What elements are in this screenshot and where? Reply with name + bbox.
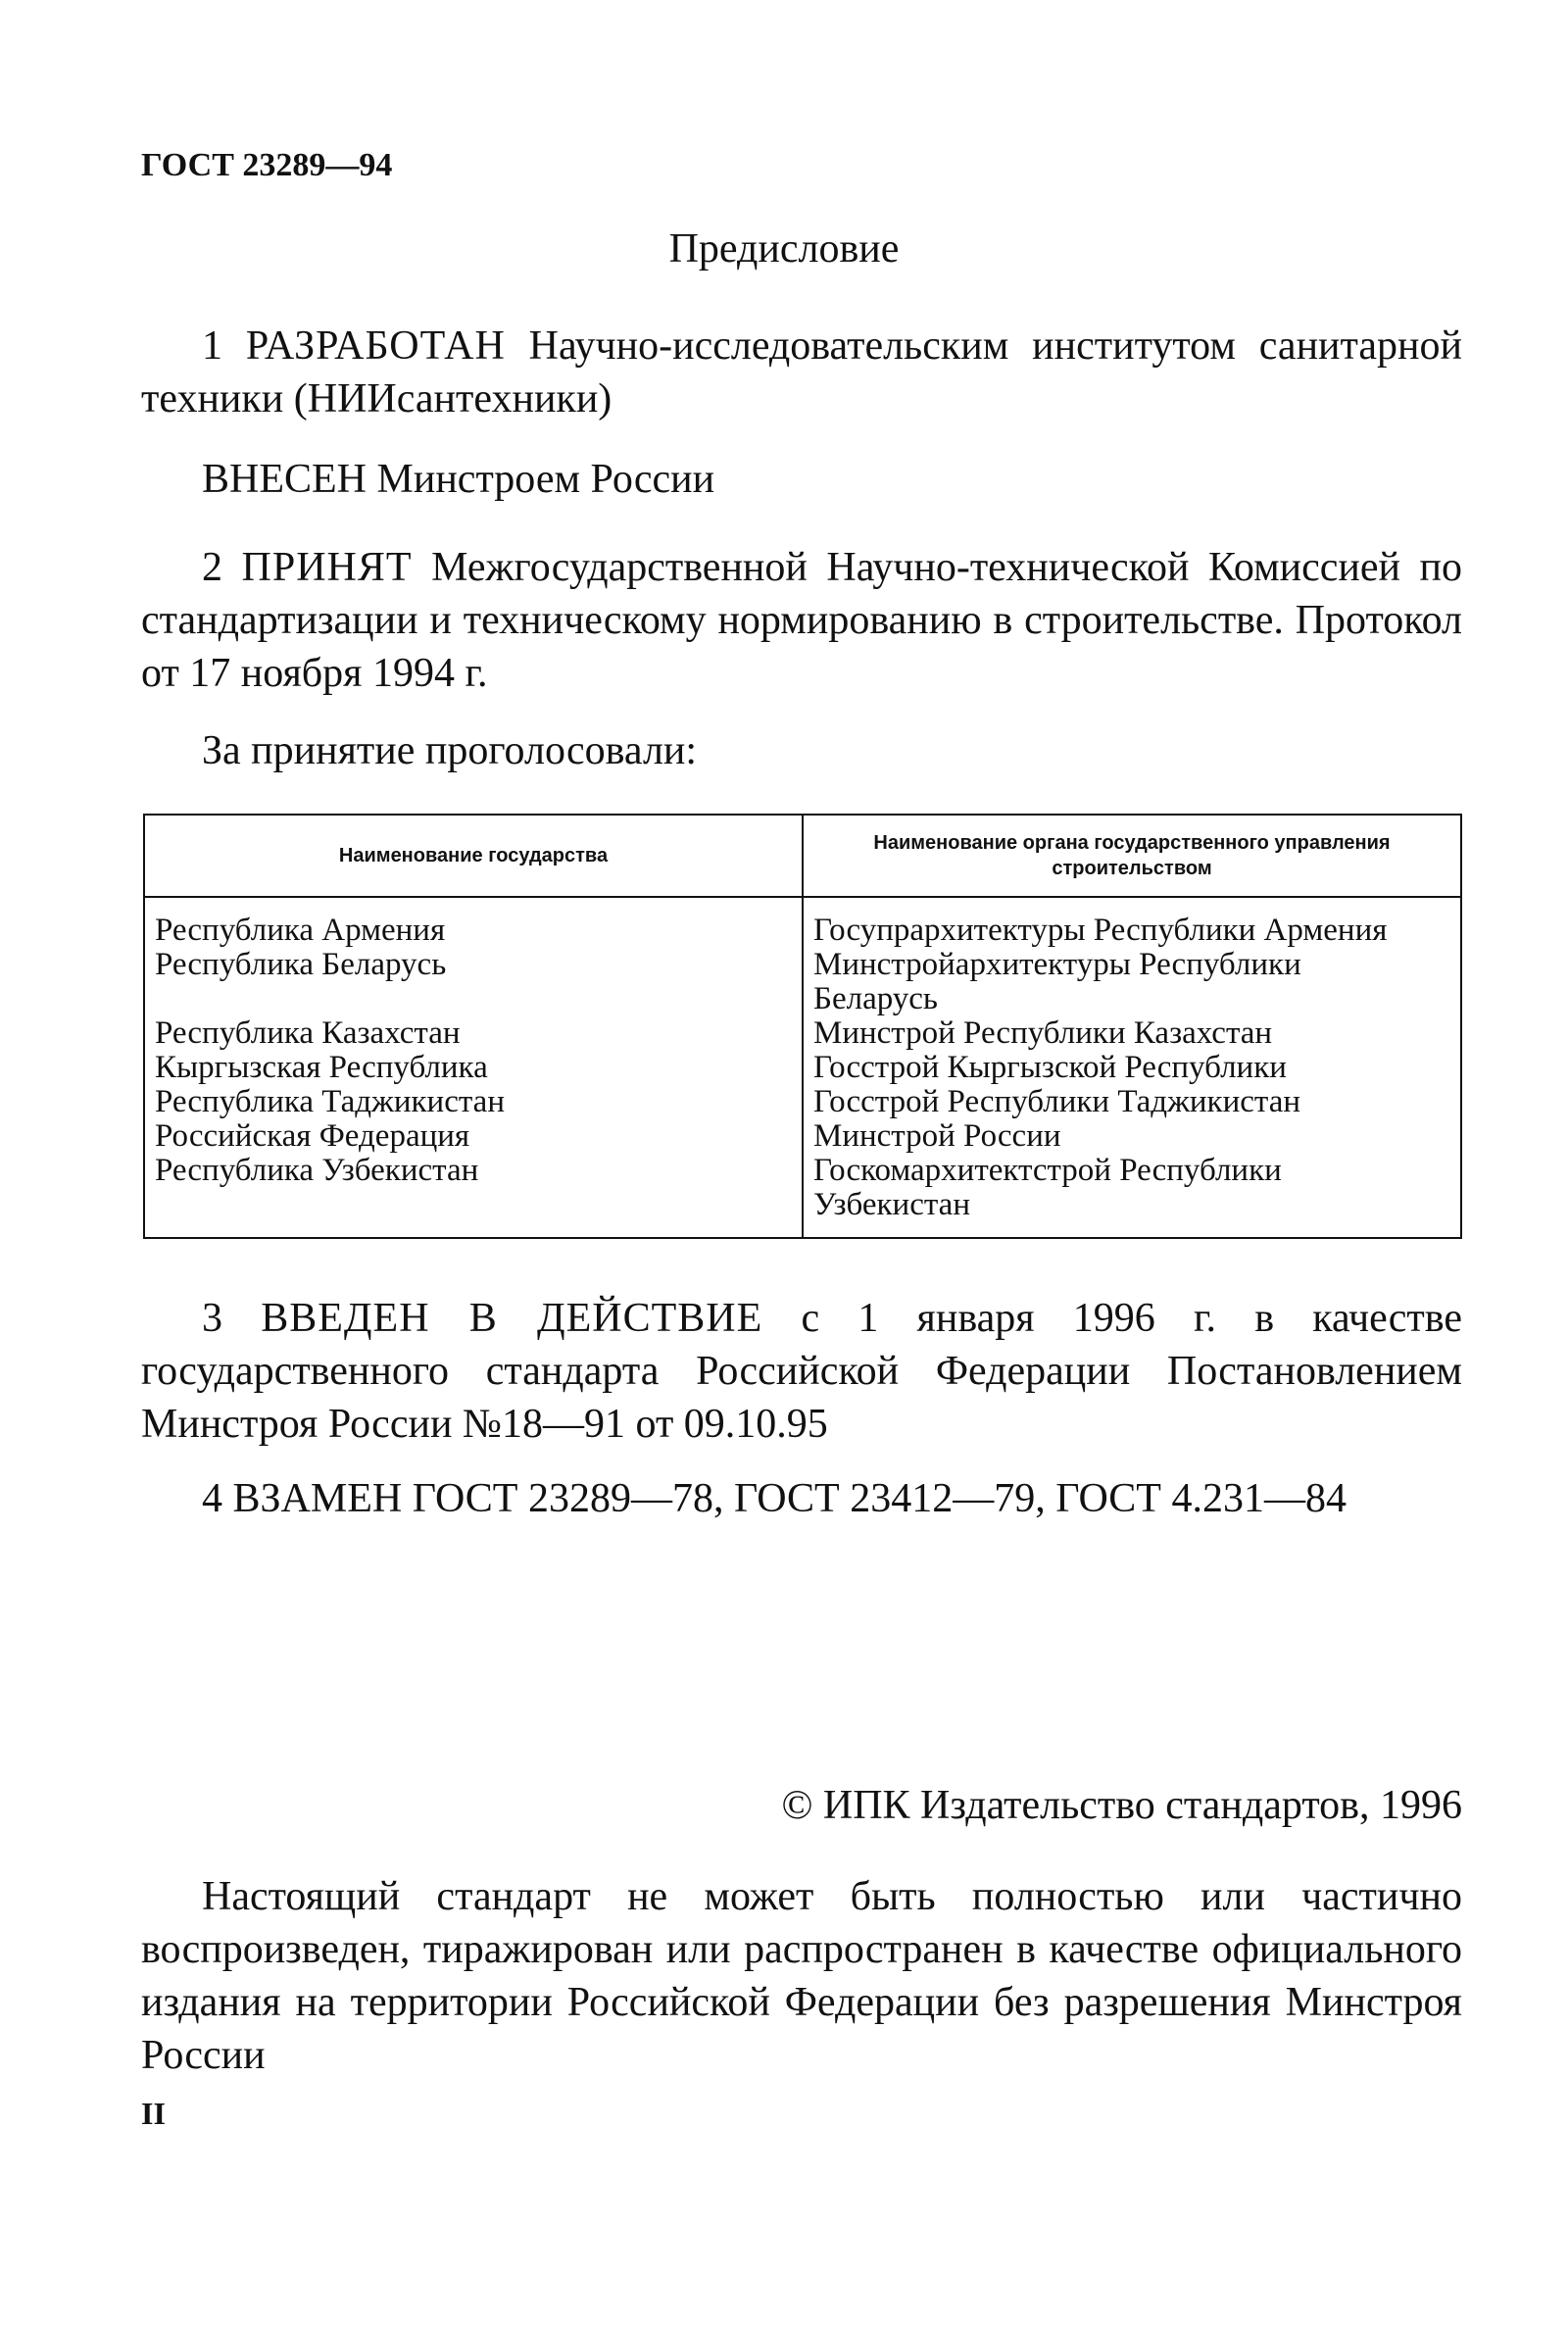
introduced-text: Минстроем России [376,457,715,502]
voted-label: За принятие проголосовали: [202,728,698,773]
section-3-paragraph [141,1292,1462,1451]
table-cell-authority: Минстрой России [813,1118,1061,1154]
section-4-number: 4 [202,1476,222,1521]
voting-table [143,814,1462,1239]
table-cell-authority: Минстрой Республики Казахстан [813,1015,1273,1051]
section-3-number: 3 [202,1296,222,1341]
state-column [155,914,792,1188]
authority-column [813,914,1454,1222]
table-cell-authority: Госкомархитектстрой Республики [813,1153,1282,1188]
section-1-lead: РАЗРАБОТАН [245,323,506,369]
section-3-lead: ВВЕДЕН В ДЕЙСТВИЕ [261,1296,763,1341]
section-4-lead: ВЗАМЕН [232,1476,403,1521]
section-2-paragraph [141,541,1462,700]
table-cell-authority: Госстрой Кыргызской Республики [813,1050,1287,1085]
table-cell-state: Российская Федерация [155,1118,470,1154]
notice-text: Настоящий стандарт не может быть полностью или частично воспроизведен, тиражирован или распространен в качестве официального издания на территории Российской Федерации без разрешения Минстроя России [141,1874,1462,2078]
table-cell-authority: Госупрархитектуры Республики Армения [813,913,1388,948]
table-cell-state: Республика Беларусь [155,947,447,982]
section-4-paragraph [202,1475,1347,1522]
table-header-authority: Наименование органа государственного управления строительством [873,832,1391,879]
table-cell-authority: Госстрой Республики Таджикистан [813,1084,1301,1119]
section-1-text: Научно-исследовательским институтом санитарной техники (НИИсантехники) [141,323,1462,421]
section-1-paragraph [141,320,1462,425]
table-cell-authority: Минстройархитектуры Республики [813,947,1301,982]
section-4-text: ГОСТ 23289—78, ГОСТ 23412—79, ГОСТ 4.231—84 [412,1476,1347,1521]
page-number: II [141,2096,166,2131]
page-title: Предисловие [668,226,900,272]
copyright-line: © ИПК Издательство стандартов, 1996 [781,1783,1462,1828]
document-code: ГОСТ 23289—94 [141,147,393,183]
table-cell-state: Кыргызская Республика [155,1050,488,1085]
table-cell-state: Республика Таджикистан [155,1084,505,1119]
introduced-lead: ВНЕСЕН [202,457,367,502]
table-header-divider [145,896,1460,898]
section-1-number: 1 [202,323,222,369]
table-cell-state: Республика Узбекистан [155,1153,479,1188]
section-3-text: с 1 января 1996 г. в качестве государственного стандарта Российской Федерации Постановлением Минстроя России №18—91 от 09.10.95 [141,1296,1463,1447]
introduced-paragraph [202,456,714,503]
section-2-number: 2 [202,545,222,590]
section-2-text: Межгосударственной Научно-технической Комиссией по стандартизации и техническому нормированию в строительстве. Протокол от 17 ноября 1994 г. [141,545,1463,696]
table-cell-authority: Узбекистан [813,1187,970,1222]
table-cell-state: Республика Казахстан [155,1015,461,1051]
table-cell-authority: Беларусь [813,981,938,1016]
table-cell-state: Республика Армения [155,913,446,948]
table-header-state: Наименование государства [338,845,609,866]
notice-paragraph [141,1870,1462,2082]
section-2-lead: ПРИНЯТ [241,545,413,590]
